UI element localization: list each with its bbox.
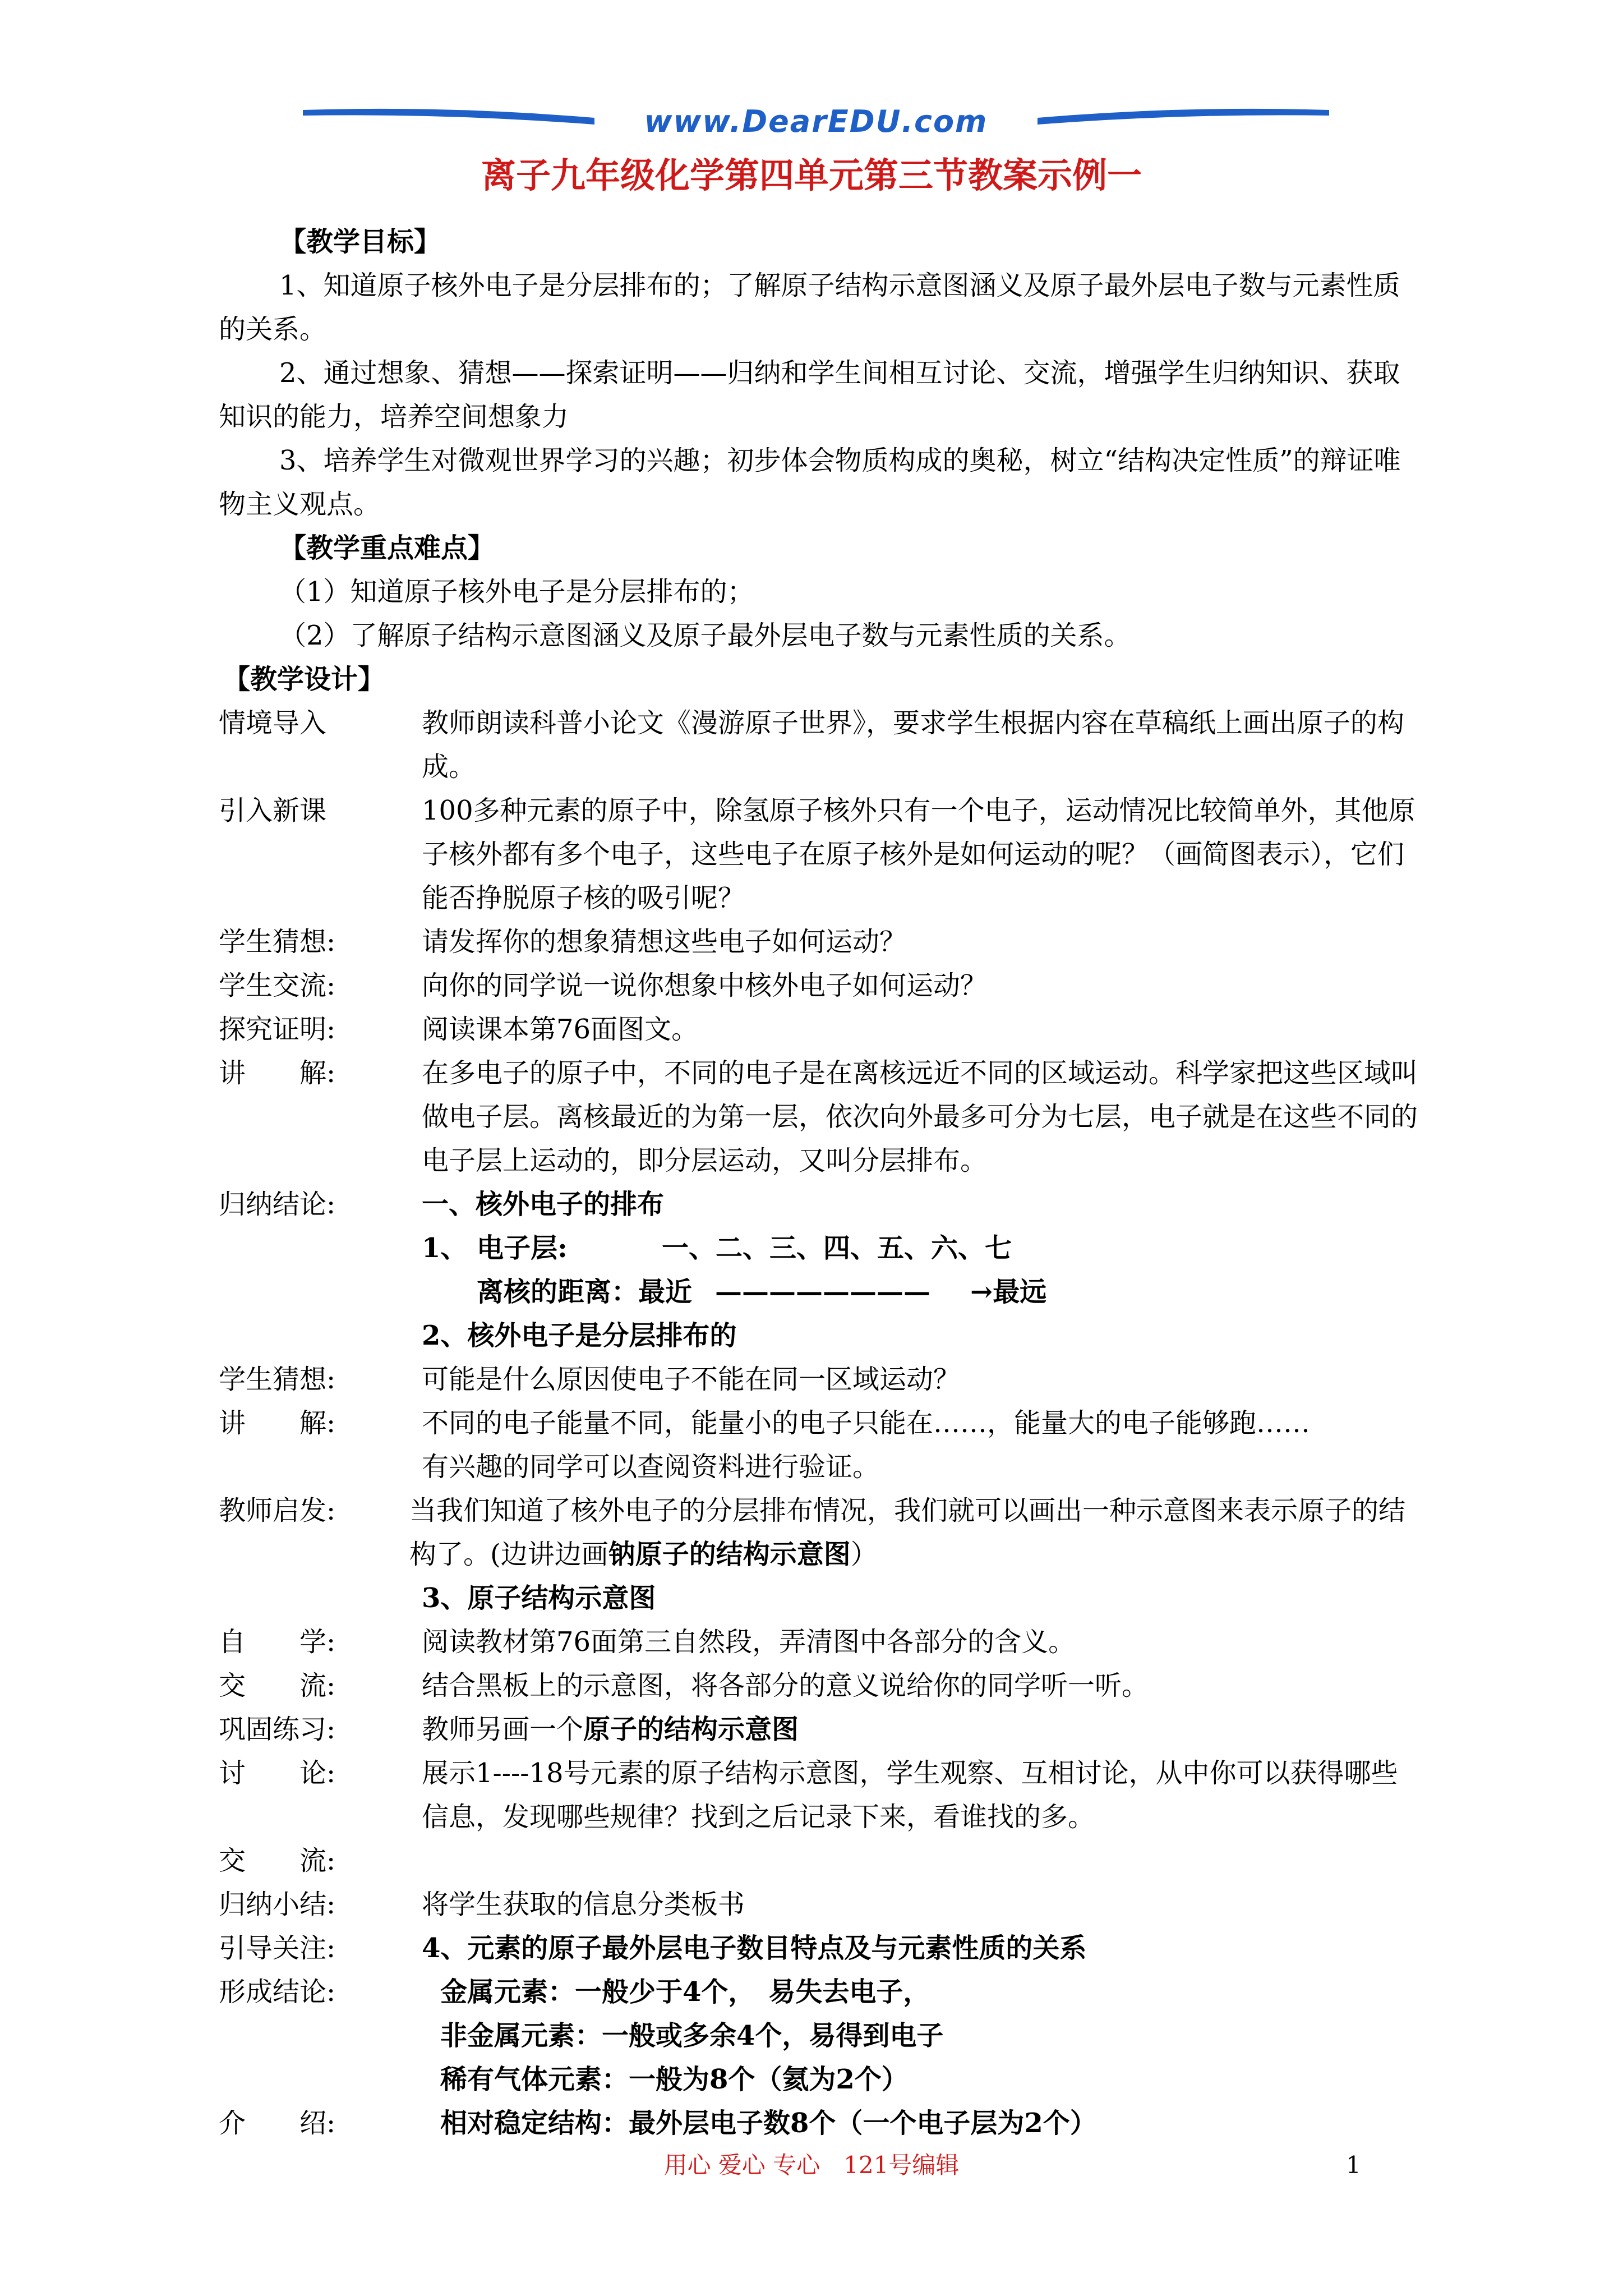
design-row — [219, 1664, 1430, 1708]
row-text: 4、元素的原子最外层电子数目特点及与元素性质的关系 — [422, 1932, 1087, 1964]
row-label: 情境导入 — [219, 707, 327, 739]
keypoint-item-2: （2）了解原子结构示意图涵义及原子最外层电子数与元素性质的关系。 — [279, 620, 1131, 651]
design-row — [219, 1620, 1430, 1664]
electron-layer-values: 一、二、三、四、五、六、七 — [662, 1232, 1012, 1264]
keypoints-heading: 【教学重点难点】 — [279, 532, 495, 564]
teacher-text-b: 钠原子的结构示意图 — [608, 1539, 851, 1570]
goal-item-3: 3、培养学生对微观世界学习的兴趣；初步体会物质构成的奥秘，树立“结构决定性质”的辩证唯物主义观点。 — [219, 445, 1401, 520]
goal-item-1: 1、知道原子核外电子是分层排布的；了解原子结构示意图涵义及原子最外层电子数与元素性质的关系。 — [219, 270, 1400, 345]
row-text: 在多电子的原子中，不同的电子是在离核远近不同的区域运动。科学家把这些区域叫做电子层。离核最近的为第一层，依次向外最多可分为七层，电子就是在这些不同的电子层上运动的，即分层运动，又叫分层排布。 — [422, 1057, 1418, 1176]
row-text: 展示1----18号元素的原子结构示意图，学生观察、互相讨论，从中你可以获得哪些信息，发现哪些规律？找到之后记录下来，看谁找的多。 — [422, 1757, 1398, 1833]
design-row — [219, 1358, 1430, 1401]
design-row — [219, 701, 1430, 783]
row-text: 可能是什么原因使电子不能在同一区域运动？ — [422, 1364, 961, 1395]
site-url[interactable]: www.DearEDU.com — [644, 104, 988, 139]
design-row — [219, 1751, 1430, 1833]
row-label: 引入新课 — [219, 795, 327, 826]
distance-far: →最远 — [970, 1276, 1047, 1308]
row-text: 教师朗读科普小论文《漫游原子世界》，要求学生根据内容在草稿纸上画出原子的构成。 — [422, 707, 1405, 783]
design-row — [219, 1708, 1430, 1751]
design-row — [219, 1970, 1430, 2014]
design-row — [219, 1926, 1430, 1970]
design-row — [219, 1489, 1430, 1570]
design-row — [219, 2101, 1430, 2145]
design-row — [219, 1401, 1430, 1445]
page-footer: 用心 爱心 专心 121号编辑 — [663, 2151, 960, 2179]
row-label: 介 绍: — [219, 2108, 336, 2139]
design-row — [219, 1051, 1430, 1176]
distance-label: 离核的距离：最近 — [477, 1276, 693, 1308]
document-title: 离子九年级化学第四单元第三节教案示例一 — [481, 155, 1142, 196]
row-text — [409, 1489, 1419, 1576]
row-label: 巩固练习: — [219, 1714, 336, 1745]
design-row — [219, 1839, 1430, 1883]
practice-text-a: 教师另画一个 — [422, 1714, 584, 1745]
row-label: 讲 解: — [219, 1407, 336, 1439]
row-label: 形成结论: — [219, 1976, 336, 2008]
row-text: 将学生获取的信息分类板书 — [422, 1889, 745, 1920]
site-banner — [303, 102, 1329, 141]
electron-layer-label: 1、 电子层: — [422, 1232, 568, 1264]
row-text: 相对稳定结构：最外层电子数8个（一个电子层为2个） — [440, 2108, 1097, 2139]
row-label: 归纳小结: — [219, 1889, 336, 1920]
row-label: 探究证明: — [219, 1014, 336, 1045]
row-text: 100多种元素的原子中，除氢原子核外只有一个电子，运动情况比较简单外，其他原子核外都有多个电子，这些电子在原子核外是如何运动的呢？（画简图表示），它们能否挣脱原子核的吸引呢？ — [422, 795, 1415, 914]
goals-heading: 【教学目标】 — [279, 226, 441, 257]
row-label: 学生猜想: — [219, 1364, 336, 1395]
design-row — [219, 964, 1430, 1007]
row-text — [422, 1708, 1420, 1751]
row-text: 请发挥你的想象猜想这些电子如何运动？ — [422, 926, 907, 958]
practice-text-b: 原子的结构示意图 — [583, 1714, 799, 1745]
row-label: 学生猜想: — [219, 926, 336, 958]
point-2: 2、核外电子是分层排布的 — [422, 1320, 737, 1351]
design-row — [219, 1007, 1430, 1051]
row-text: 阅读教材第76面第三自然段，弄清图中各部分的含义。 — [422, 1626, 1076, 1658]
row-text: 结合黑板上的示意图，将各部分的意义说给你的同学听一听。 — [422, 1670, 1149, 1701]
goal-item-2: 2、通过想象、猜想——探索证明——归纳和学生间相互讨论、交流，增强学生归纳知识、获取知识的能力，培养空间想象力 — [219, 357, 1400, 432]
design-row — [219, 1883, 1430, 1926]
row-text: 一、核外电子的排布 — [422, 1189, 665, 1220]
conclusion-2: 非金属元素：一般或多余4个，易得到电子 — [440, 2020, 944, 2051]
teacher-text-c: ） — [850, 1539, 878, 1570]
row-label: 交 流: — [219, 1670, 336, 1701]
row-label: 交 流: — [219, 1845, 336, 1876]
row-label: 讲 解: — [219, 1057, 336, 1089]
distance-line: ———————— — [715, 1276, 930, 1308]
row-text: 向你的同学说一说你想象中核外电子如何运动？ — [422, 970, 988, 1001]
design-heading: 【教学设计】 — [223, 664, 385, 695]
conclusion-3: 稀有气体元素：一般为8个（氦为2个） — [440, 2064, 909, 2095]
design-row — [219, 1182, 1430, 1226]
extra-line: 有兴趣的同学可以查阅资料进行验证。 — [422, 1451, 880, 1483]
row-label: 自 学: — [219, 1626, 336, 1658]
row-label: 引导关注: — [219, 1932, 336, 1964]
row-label: 教师启发: — [219, 1495, 336, 1526]
row-label: 讨 论: — [219, 1757, 336, 1789]
page-number: 1 — [1346, 2151, 1361, 2179]
design-row — [219, 789, 1430, 914]
row-text: 阅读课本第76面图文。 — [422, 1014, 699, 1045]
teacher-text-a: 当我们知道了核外电子的分层排布情况，我们就可以画出一种示意图来表示原子的结构了。(边讲边画 — [409, 1495, 1406, 1570]
keypoint-item-1: （1）知道原子核外电子是分层排布的； — [279, 576, 754, 608]
row-text: 不同的电子能量不同，能量小的电子只能在……，能量大的电子能够跑…… — [422, 1407, 1311, 1439]
row-label: 归纳结论: — [219, 1189, 336, 1220]
design-row — [219, 920, 1430, 964]
conclusion-1: 金属元素：一般少于4个， 易失去电子， — [440, 1976, 930, 2008]
row-label: 学生交流: — [219, 970, 336, 1001]
point-3: 3、原子结构示意图 — [422, 1582, 656, 1614]
